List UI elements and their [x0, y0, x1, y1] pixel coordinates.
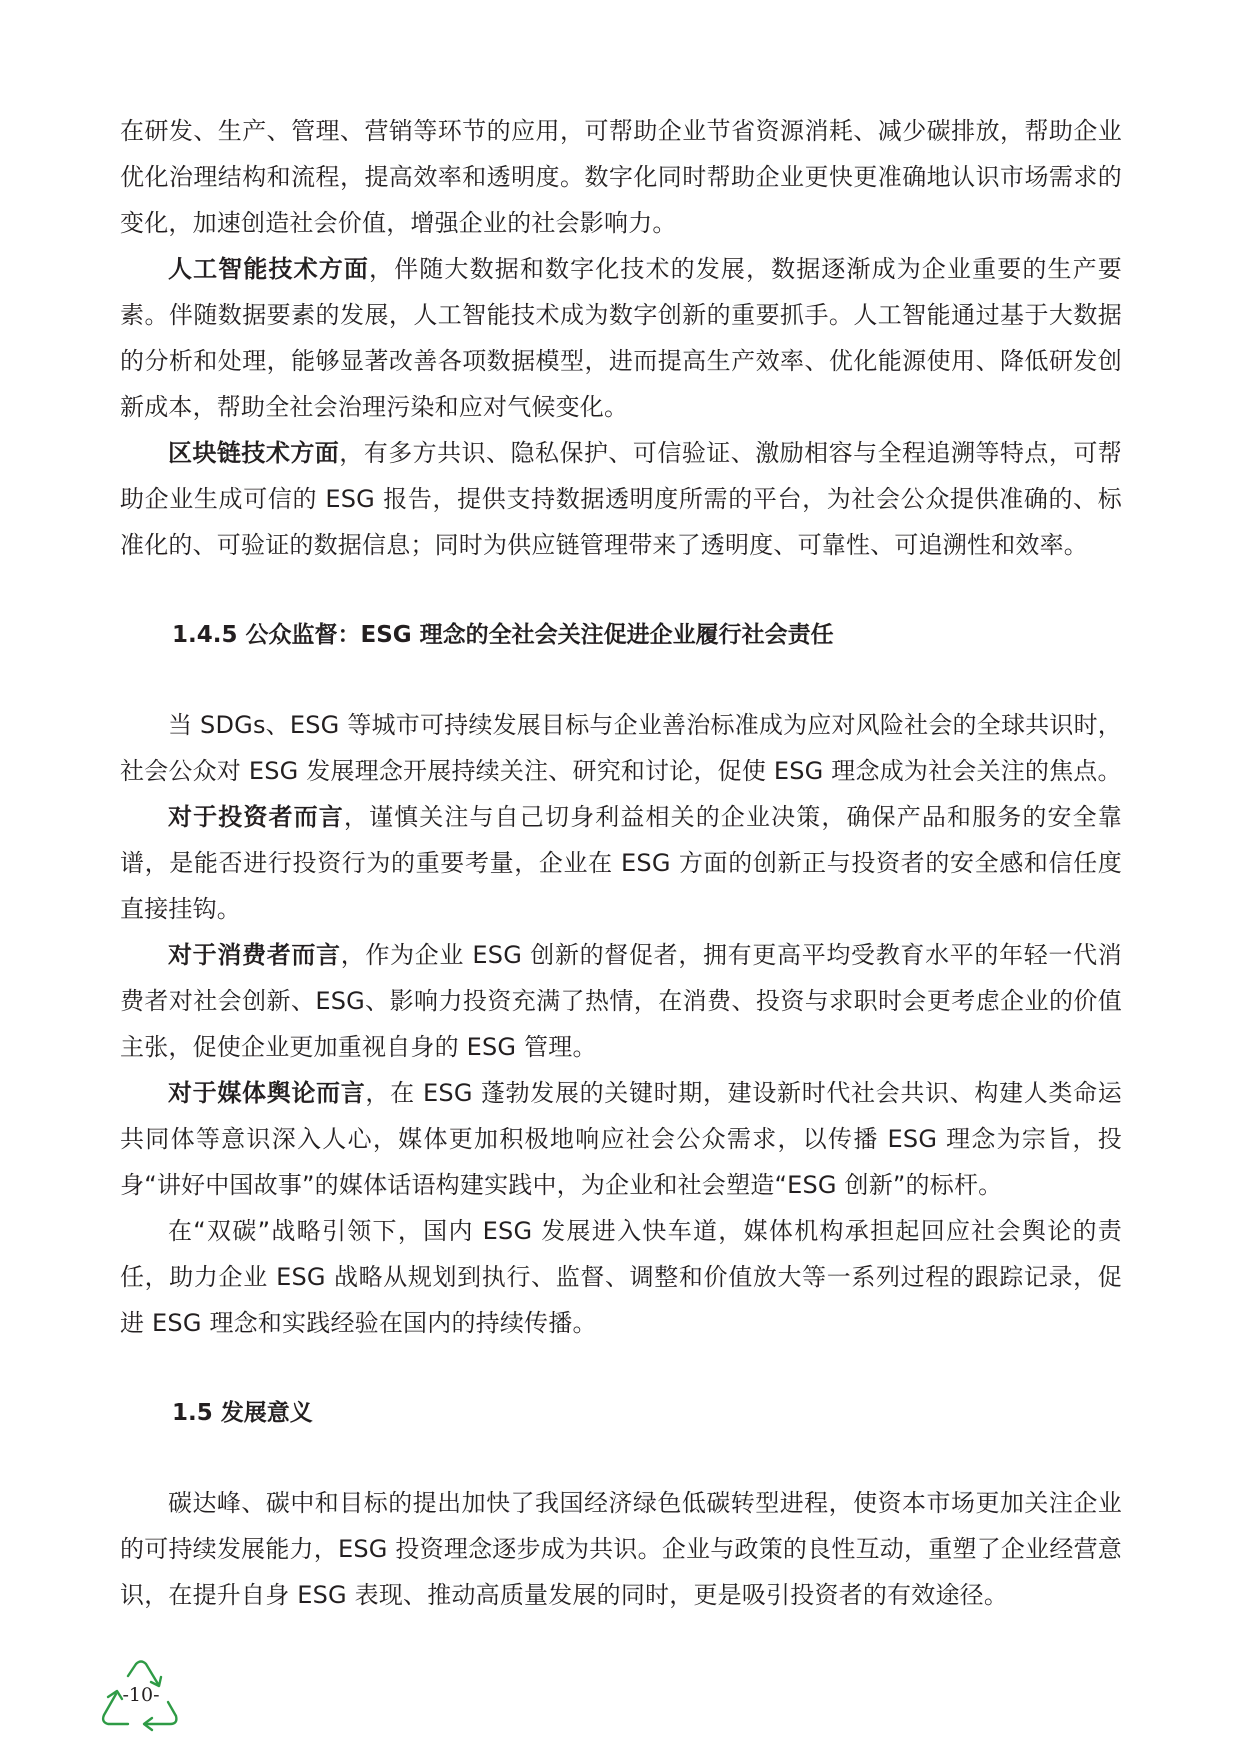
section-heading-1-4-5: 1.4.5 公众监督：ESG 理念的全社会关注促进企业履行社会责任 [172, 622, 834, 648]
paragraph-investors: 对于投资者而言，谨慎关注与自己切身利益相关的企业决策，确保产品和服务的安全靠谱，是能否进行投资行为的重要考量，企业在 ESG 方面的创新正与投资者的安全感和信任度直接挂钩。 [120, 803, 1122, 923]
paragraph-digital-continued: 在研发、生产、管理、营销等环节的应用，可帮助企业节省资源消耗、减少碳排放，帮助企业优化治理结构和流程，提高效率和透明度。数字化同时帮助企业更快更准确地认识市场需求的变化，加速创造社会价值，增强企业的社会影响力。 [120, 117, 1122, 237]
paragraph-lead: 人工智能技术方面 [168, 255, 370, 283]
paragraph-development-significance: 碳达峰、碳中和目标的提出加快了我国经济绿色低碳转型进程，使资本市场更加关注企业的可持续发展能力，ESG 投资理念逐步成为共识。企业与政策的良性互动，重塑了企业经营意识，在提升自身 ESG 表现、推动高质量发展的同时，更是吸引投资者的有效途径。 [120, 1489, 1122, 1609]
paragraph-consumers: 对于消费者而言，作为企业 ESG 创新的督促者，拥有更高平均受教育水平的年轻一代消费者对社会创新、ESG、影响力投资充满了热情，在消费、投资与求职时会更考虑企业的价值主张，促使企业更加重视自身的 ESG 管理。 [120, 941, 1122, 1061]
page-number: -10- [122, 1684, 160, 1706]
paragraph-media: 对于媒体舆论而言，在 ESG 蓬勃发展的关键时期，建设新时代社会共识、构建人类命运共同体等意识深入人心，媒体更加积极地响应社会公众需求，以传播 ESG 理念为宗旨，投身“讲好中国故事”的媒体话语构建实践中，为企业和社会塑造“ESG 创新”的标杆。 [120, 1079, 1122, 1199]
paragraph-lead: 对于投资者而言 [168, 803, 344, 831]
paragraph-ai-technology: 人工智能技术方面，伴随大数据和数字化技术的发展，数据逐渐成为企业重要的生产要素。伴随数据要素的发展，人工智能技术成为数字创新的重要抓手。人工智能通过基于大数据的分析和处理，能够显著改善各项数据模型，进而提高生产效率、优化能源使用、降低研发创新成本，帮助全社会治理污染和应对气候变化。 [120, 255, 1122, 421]
paragraph-lead: 对于消费者而言 [168, 941, 341, 969]
section-heading-1-5: 1.5 发展意义 [172, 1400, 313, 1426]
paragraph-dual-carbon-media: 在“双碳”战略引领下，国内 ESG 发展进入快车道，媒体机构承担起回应社会舆论的责任，助力企业 ESG 战略从规划到执行、监督、调整和价值放大等一系列过程的跟踪记录，促进 ESG 理念和实践经验在国内的持续传播。 [120, 1217, 1122, 1337]
page-footer [98, 1660, 188, 1740]
paragraph-lead: 区块链技术方面 [168, 439, 340, 467]
paragraph-public-consensus: 当 SDGs、ESG 等城市可持续发展目标与企业善治标准成为应对风险社会的全球共识时，社会公众对 ESG 发展理念开展持续关注、研究和讨论，促使 ESG 理念成为社会关注的焦点。 [120, 711, 1122, 785]
paragraph-lead: 对于媒体舆论而言 [168, 1079, 366, 1107]
page-content [120, 108, 1122, 1618]
paragraph-blockchain-technology: 区块链技术方面，有多方共识、隐私保护、可信验证、激励相容与全程追溯等特点，可帮助企业生成可信的 ESG 报告，提供支持数据透明度所需的平台，为社会公众提供准确的、标准化的、可验证的数据信息；同时为供应链管理带来了透明度、可靠性、可追溯性和效率。 [120, 439, 1122, 559]
